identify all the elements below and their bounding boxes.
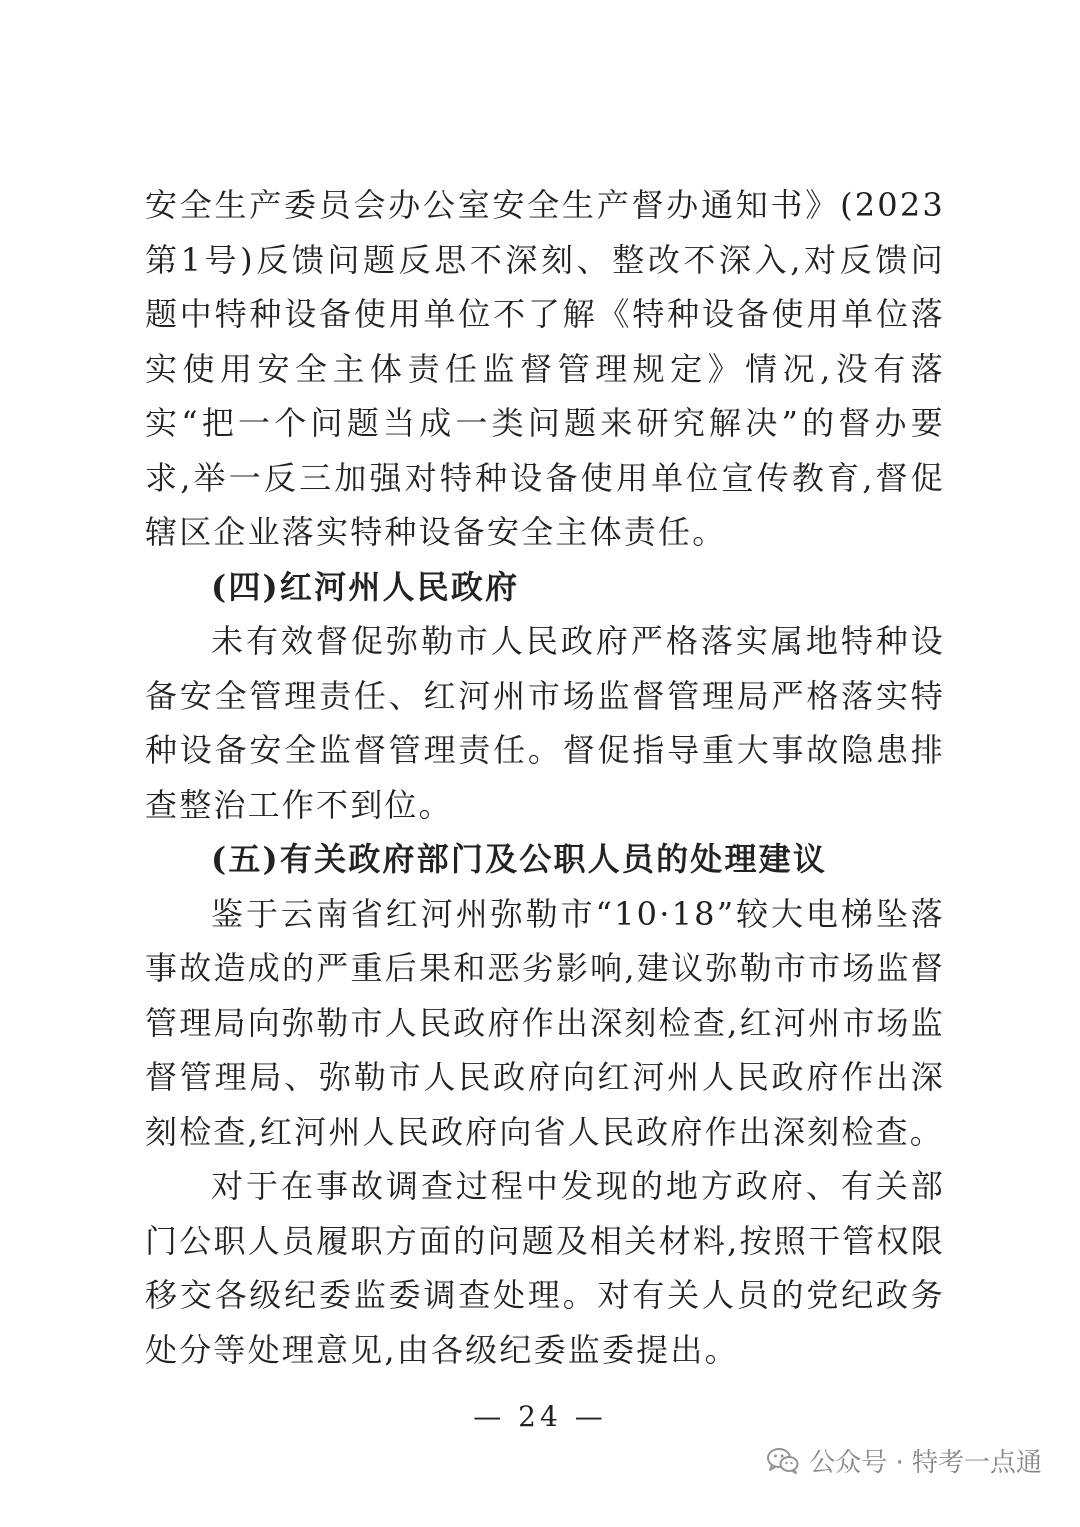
watermark: [767, 1442, 1042, 1479]
paragraph-honghe-government: 未有效督促弥勒市人民政府严格落实属地特种设备安全管理责任、红河州市场监督管理局严格落实特种设备安全监督管理责任。督促指导重大事故隐患排查整治工作不到位。: [145, 622, 945, 824]
section-heading-5: (五)有关政府部门及公职人员的处理建议: [211, 840, 828, 878]
section-heading-4: (四)红河州人民政府: [211, 567, 520, 606]
paragraph-continuation: 安全生产委员会办公室安全生产督办通知书》(2023第1号)反馈问题反思不深刻、整改不深入,对反馈问题中特种设备使用单位不了解《特种设备使用单位落实使用安全主体责任监督管理规定》情况,没有落实“把一个问题当成一类问题来研究解决”的督办要求,举一反三加强对特种设备使用单位宣传教育,督促辖区企业落实特种设备安全主体责任。: [145, 186, 945, 551]
watermark-text: 公众号 · 特考一点通: [809, 1448, 1042, 1478]
paragraph-inspection-recommendation: 鉴于云南省红河州弥勒市“10·18”较大电梯坠落事故造成的严重后果和恶劣影响,建议弥勒市市场监督管理局向弥勒市人民政府作出深刻检查,红河州市场监督管理局、弥勒市人民政府向红河州人民政府作出深刻检查,红河州人民政府向省人民政府作出深刻检查。: [145, 894, 945, 1151]
document-body: [145, 178, 945, 1377]
page-number: — 24 —: [473, 1400, 607, 1433]
wechat-icon: [767, 1447, 799, 1475]
paragraph-discipline-referral: 对于在事故调查过程中发现的地方政府、有关部门公职人员履职方面的问题及相关材料,按照干管权限移交各级纪委监委调查处理。对有关人员的党纪政务处分等处理意见,由各级纪委监委提出。: [145, 1167, 945, 1369]
